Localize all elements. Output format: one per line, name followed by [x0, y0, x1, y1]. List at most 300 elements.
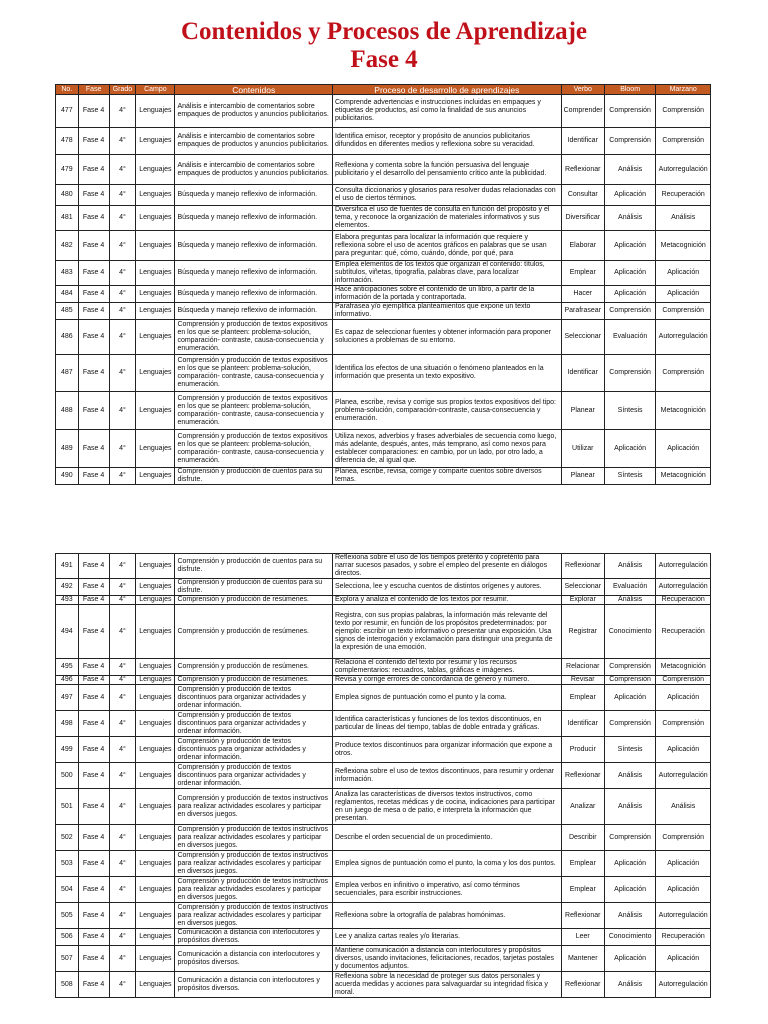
cell-campo: Lenguajes [136, 825, 175, 851]
cell-verbo: Reflexionar [561, 972, 604, 998]
cell-contenidos: Comprensión y producción de cuentos para su disfrute. [175, 554, 333, 579]
cell-campo: Lenguajes [136, 579, 175, 596]
cell-campo: Lenguajes [136, 877, 175, 903]
cell-bloom: Comprensión [604, 128, 655, 155]
cell-bloom: Comprensión [604, 711, 655, 737]
cell-grado: 4° [109, 320, 136, 355]
cell-proceso: Identifica emisor, receptor y propósito de anuncios publicitarios difundidos en diferentes medios y reflexiona sobre su veracidad. [333, 128, 562, 155]
cell-bloom: Aplicación [604, 685, 655, 711]
cell-verbo: Registrar [561, 605, 604, 659]
cell-marzano: Aplicación [656, 430, 711, 468]
cell-verbo: Planear [561, 468, 604, 485]
cell-bloom: Aplicación [604, 286, 655, 303]
table-row [56, 468, 711, 485]
cell-grado: 4° [109, 946, 136, 972]
cell-contenidos: Comprensión y producción de textos instructivos para realizar actividades escolares y participar en diversos juegos. [175, 903, 333, 929]
cell-bloom: Comprensión [604, 355, 655, 392]
cell-no: 494 [56, 605, 79, 659]
cell-no: 491 [56, 554, 79, 579]
cell-no: 479 [56, 155, 79, 185]
cell-proceso: Analiza las características de diversos textos instructivos, como reglamentos, recetas médicas y de cocina, indicaciones para participar en un juego de mesa o de patio, e interpreta la información que presentan. [333, 789, 562, 825]
cell-verbo: Reflexionar [561, 903, 604, 929]
cell-proceso: Parafrasea y/o ejemplifica planteamientos que expone un texto informativo. [333, 303, 562, 320]
cell-grado: 4° [109, 929, 136, 946]
cell-no: 487 [56, 355, 79, 392]
table-row [56, 929, 711, 946]
cell-campo: Lenguajes [136, 95, 175, 128]
cell-proceso: Identifica características y funciones de los textos discontinuos, en particular de líneas del tiempo, tablas de doble entrada y gráficas. [333, 711, 562, 737]
cell-campo: Lenguajes [136, 430, 175, 468]
cell-contenidos: Comunicación a distancia con interlocutores y propósitos diversos. [175, 929, 333, 946]
cell-marzano: Comprensión [656, 825, 711, 851]
cell-contenidos: Comprensión y producción de textos instructivos para realizar actividades escolares y participar en diversos juegos. [175, 825, 333, 851]
cell-contenidos: Comprensión y producción de textos instructivos para realizar actividades escolares y participar en diversos juegos. [175, 877, 333, 903]
cell-bloom: Aplicación [604, 231, 655, 261]
cell-campo: Lenguajes [136, 972, 175, 998]
cell-verbo: Seleccionar [561, 579, 604, 596]
cell-grado: 4° [109, 206, 136, 231]
cell-bloom: Comprensión [604, 676, 655, 685]
cell-proceso: Emplea signos de puntuación como el punto, la coma y los dos puntos. [333, 851, 562, 877]
table-row [56, 676, 711, 685]
cell-grado: 4° [109, 851, 136, 877]
table-row [56, 825, 711, 851]
table-row [56, 685, 711, 711]
cell-no: 488 [56, 392, 79, 430]
cell-marzano: Autorregulación [656, 320, 711, 355]
cell-fase: Fase 4 [78, 579, 109, 596]
cell-bloom: Aplicación [604, 261, 655, 286]
cell-marzano: Recuperación [656, 929, 711, 946]
cell-contenidos: Búsqueda y manejo reflexivo de información. [175, 286, 333, 303]
cell-bloom: Análisis [604, 763, 655, 789]
cell-grado: 4° [109, 468, 136, 485]
cell-contenidos: Comunicación a distancia con interlocutores y propósitos diversos. [175, 972, 333, 998]
cell-grado: 4° [109, 554, 136, 579]
cell-campo: Lenguajes [136, 929, 175, 946]
cell-grado: 4° [109, 825, 136, 851]
cell-proceso: Relaciona el contenido del texto por resumir y los recursos complementarios: recuadros, tablas, gráficas e imágenes. [333, 659, 562, 676]
cell-no: 492 [56, 579, 79, 596]
cell-fase: Fase 4 [78, 685, 109, 711]
cell-proceso: Es capaz de seleccionar fuentes y obtener información para proponer soluciones a problemas de su entorno. [333, 320, 562, 355]
page-subtitle: Fase 4 [350, 46, 418, 73]
cell-fase: Fase 4 [78, 320, 109, 355]
cell-no: 505 [56, 903, 79, 929]
cell-fase: Fase 4 [78, 877, 109, 903]
cell-fase: Fase 4 [78, 825, 109, 851]
cell-marzano: Aplicación [656, 946, 711, 972]
cell-verbo: Planear [561, 392, 604, 430]
cell-verbo: Emplear [561, 877, 604, 903]
cell-contenidos: Comunicación a distancia con interlocutores y propósitos diversos. [175, 946, 333, 972]
table-row [56, 155, 711, 185]
table-row [56, 261, 711, 286]
cell-no: 500 [56, 763, 79, 789]
cell-no: 493 [56, 596, 79, 605]
cell-grado: 4° [109, 596, 136, 605]
cell-marzano: Metacognición [656, 231, 711, 261]
cell-marzano: Aplicación [656, 286, 711, 303]
cell-contenidos: Comprensión y producción de resúmenes. [175, 605, 333, 659]
cell-campo: Lenguajes [136, 903, 175, 929]
table-row [56, 972, 711, 998]
cell-proceso: Selecciona, lee y escucha cuentos de distintos orígenes y autores. [333, 579, 562, 596]
cell-no: 485 [56, 303, 79, 320]
cell-no: 481 [56, 206, 79, 231]
cell-bloom: Comprensión [604, 659, 655, 676]
cell-bloom: Conocimiento [604, 605, 655, 659]
cell-grado: 4° [109, 789, 136, 825]
cell-marzano: Autorregulación [656, 554, 711, 579]
cell-bloom: Análisis [604, 155, 655, 185]
cell-verbo: Mantener [561, 946, 604, 972]
cell-fase: Fase 4 [78, 128, 109, 155]
cell-fase: Fase 4 [78, 286, 109, 303]
cell-contenidos: Búsqueda y manejo reflexivo de información. [175, 231, 333, 261]
cell-marzano: Comprensión [656, 303, 711, 320]
cell-grado: 4° [109, 355, 136, 392]
cell-contenidos: Comprensión y producción de textos expositivos en los que se planteen: problema-solución, comparación- contraste, causa-consecuencia y enumeración. [175, 430, 333, 468]
cell-verbo: Seleccionar [561, 320, 604, 355]
content-table-2 [55, 553, 711, 998]
cell-verbo: Reflexionar [561, 155, 604, 185]
cell-campo: Lenguajes [136, 659, 175, 676]
cell-proceso: Describe el orden secuencial de un procedimiento. [333, 825, 562, 851]
cell-campo: Lenguajes [136, 789, 175, 825]
cell-no: 484 [56, 286, 79, 303]
table-row [56, 737, 711, 763]
cell-grado: 4° [109, 659, 136, 676]
cell-campo: Lenguajes [136, 468, 175, 485]
cell-grado: 4° [109, 185, 136, 206]
cell-fase: Fase 4 [78, 763, 109, 789]
cell-no: 506 [56, 929, 79, 946]
cell-no: 498 [56, 711, 79, 737]
cell-fase: Fase 4 [78, 95, 109, 128]
cell-campo: Lenguajes [136, 231, 175, 261]
cell-verbo: Hacer [561, 286, 604, 303]
cell-proceso: Lee y analiza cartas reales y/o literarias. [333, 929, 562, 946]
cell-verbo: Relacionar [561, 659, 604, 676]
cell-campo: Lenguajes [136, 596, 175, 605]
cell-bloom: Análisis [604, 972, 655, 998]
cell-bloom: Síntesis [604, 392, 655, 430]
cell-campo: Lenguajes [136, 685, 175, 711]
cell-fase: Fase 4 [78, 355, 109, 392]
cell-verbo: Diversificar [561, 206, 604, 231]
cell-contenidos: Comprensión y producción de textos discontinuos para organizar actividades y ordenar información. [175, 711, 333, 737]
cell-proceso: Reflexiona sobre el uso de los tiempos pretérito y copretérito para narrar sucesos pasados, y sobre el empleo del presente en diálogos directos. [333, 554, 562, 579]
cell-bloom: Análisis [604, 789, 655, 825]
cell-fase: Fase 4 [78, 231, 109, 261]
cell-grado: 4° [109, 579, 136, 596]
cell-verbo: Explorar [561, 596, 604, 605]
table-row [56, 128, 711, 155]
cell-grado: 4° [109, 877, 136, 903]
table-row [56, 605, 711, 659]
cell-verbo: Leer [561, 929, 604, 946]
header-bloom: Bloom [604, 85, 655, 95]
cell-bloom: Análisis [604, 596, 655, 605]
cell-no: 501 [56, 789, 79, 825]
cell-verbo: Identificar [561, 128, 604, 155]
table-row [56, 711, 711, 737]
cell-verbo: Reflexionar [561, 554, 604, 579]
cell-bloom: Síntesis [604, 737, 655, 763]
cell-verbo: Identificar [561, 711, 604, 737]
cell-contenidos: Comprensión y producción de cuentos para su disfrute. [175, 468, 333, 485]
cell-contenidos: Búsqueda y manejo reflexivo de información. [175, 303, 333, 320]
cell-contenidos: Comprensión y producción de textos expositivos en los que se planteen: problema-solución, comparación- contraste, causa-consecuencia y enumeración. [175, 392, 333, 430]
cell-proceso: Reflexiona sobre la necesidad de proteger sus datos personales y acuerda medidas y acciones para salvaguardar su integridad física y moral. [333, 972, 562, 998]
cell-campo: Lenguajes [136, 320, 175, 355]
table-header-row [56, 85, 711, 95]
cell-bloom: Evaluación [604, 579, 655, 596]
cell-grado: 4° [109, 261, 136, 286]
cell-no: 489 [56, 430, 79, 468]
cell-bloom: Evaluación [604, 320, 655, 355]
cell-grado: 4° [109, 605, 136, 659]
cell-grado: 4° [109, 95, 136, 128]
cell-fase: Fase 4 [78, 789, 109, 825]
cell-proceso: Elabora preguntas para localizar la información que requiere y reflexiona sobre el uso de acentos gráficos en palabras que se usan para preguntar: qué, cómo, cuándo, dónde, por qué, para [333, 231, 562, 261]
cell-verbo: Parafrasear [561, 303, 604, 320]
cell-proceso: Consulta diccionarios y glosarios para resolver dudas relacionadas con el uso de ciertos términos. [333, 185, 562, 206]
table-row [56, 903, 711, 929]
cell-campo: Lenguajes [136, 763, 175, 789]
cell-grado: 4° [109, 286, 136, 303]
table-row [56, 286, 711, 303]
cell-fase: Fase 4 [78, 430, 109, 468]
cell-bloom: Aplicación [604, 185, 655, 206]
cell-bloom: Síntesis [604, 468, 655, 485]
cell-campo: Lenguajes [136, 711, 175, 737]
cell-no: 483 [56, 261, 79, 286]
cell-fase: Fase 4 [78, 303, 109, 320]
cell-marzano: Metacognición [656, 468, 711, 485]
table-row [56, 303, 711, 320]
table-row [56, 596, 711, 605]
cell-fase: Fase 4 [78, 972, 109, 998]
cell-campo: Lenguajes [136, 185, 175, 206]
cell-proceso: Emplea signos de puntuación como el punto y la coma. [333, 685, 562, 711]
cell-bloom: Análisis [604, 554, 655, 579]
cell-no: 477 [56, 95, 79, 128]
cell-marzano: Autorregulación [656, 579, 711, 596]
table-row [56, 946, 711, 972]
cell-contenidos: Búsqueda y manejo reflexivo de información. [175, 261, 333, 286]
cell-bloom: Análisis [604, 206, 655, 231]
cell-fase: Fase 4 [78, 711, 109, 737]
table-row [56, 231, 711, 261]
cell-campo: Lenguajes [136, 851, 175, 877]
cell-campo: Lenguajes [136, 676, 175, 685]
content-table-1 [55, 84, 711, 485]
cell-proceso: Reflexiona y comenta sobre la función persuasiva del lenguaje publicitario y el desarrollo del pensamiento crítico ante la publicidad. [333, 155, 562, 185]
table-row [56, 430, 711, 468]
cell-no: 507 [56, 946, 79, 972]
cell-contenidos: Comprensión y producción de textos expositivos en los que se planteen: problema-solución, comparación- contraste, causa-consecuencia y enumeración. [175, 320, 333, 355]
cell-proceso: Registra, con sus propias palabras, la información más relevante del texto por resumir, en función de los propósitos predeterminados: por ejemplo: escribir un texto informativo o presentar una exposición. Usa signos de interrogación y exclamación para distinguir una pregunta de la expresión de una emoción. [333, 605, 562, 659]
cell-grado: 4° [109, 737, 136, 763]
cell-contenidos: Búsqueda y manejo reflexivo de información. [175, 185, 333, 206]
cell-proceso: Mantiene comunicación a distancia con interlocutores y propósitos diversos, usando invitaciones, felicitaciones, recados, tarjetas postales y documentos adjuntos. [333, 946, 562, 972]
cell-verbo: Elaborar [561, 231, 604, 261]
cell-bloom: Aplicación [604, 430, 655, 468]
cell-verbo: Revisar [561, 676, 604, 685]
cell-campo: Lenguajes [136, 946, 175, 972]
cell-marzano: Comprensión [656, 711, 711, 737]
cell-marzano: Aplicación [656, 877, 711, 903]
cell-campo: Lenguajes [136, 206, 175, 231]
cell-verbo: Reflexionar [561, 763, 604, 789]
cell-bloom: Aplicación [604, 946, 655, 972]
cell-fase: Fase 4 [78, 659, 109, 676]
table-row [56, 877, 711, 903]
cell-bloom: Análisis [604, 903, 655, 929]
cell-verbo: Utilizar [561, 430, 604, 468]
cell-grado: 4° [109, 676, 136, 685]
cell-fase: Fase 4 [78, 676, 109, 685]
cell-campo: Lenguajes [136, 737, 175, 763]
cell-marzano: Aplicación [656, 685, 711, 711]
cell-campo: Lenguajes [136, 286, 175, 303]
table-row [56, 392, 711, 430]
cell-fase: Fase 4 [78, 392, 109, 430]
cell-bloom: Comprensión [604, 303, 655, 320]
cell-fase: Fase 4 [78, 851, 109, 877]
cell-proceso: Diversifica el uso de fuentes de consulta en función del propósito y el tema, y reconoce la organización de materiales informativos y sus elementos. [333, 206, 562, 231]
cell-verbo: Identificar [561, 355, 604, 392]
cell-contenidos: Análisis e intercambio de comentarios sobre empaques de productos y anuncios publicitarios. [175, 95, 333, 128]
cell-fase: Fase 4 [78, 737, 109, 763]
cell-no: 490 [56, 468, 79, 485]
cell-no: 478 [56, 128, 79, 155]
cell-no: 508 [56, 972, 79, 998]
cell-no: 499 [56, 737, 79, 763]
cell-verbo: Emplear [561, 685, 604, 711]
cell-campo: Lenguajes [136, 605, 175, 659]
cell-no: 497 [56, 685, 79, 711]
cell-proceso: Hace anticipaciones sobre el contenido de un libro, a partir de la información de la portada y contraportada. [333, 286, 562, 303]
page-title: Contenidos y Procesos de Aprendizaje [180, 18, 588, 45]
cell-grado: 4° [109, 231, 136, 261]
cell-campo: Lenguajes [136, 155, 175, 185]
cell-grado: 4° [109, 903, 136, 929]
cell-contenidos: Comprensión y producción de textos discontinuos para organizar actividades y ordenar información. [175, 685, 333, 711]
cell-fase: Fase 4 [78, 155, 109, 185]
cell-proceso: Revisa y corrige errores de concordancia de género y número. [333, 676, 562, 685]
cell-marzano: Autorregulación [656, 903, 711, 929]
cell-grado: 4° [109, 972, 136, 998]
table-row [56, 579, 711, 596]
cell-contenidos: Comprensión y producción de resúmenes. [175, 659, 333, 676]
cell-proceso: Utiliza nexos, adverbios y frases adverbiales de secuencia como luego, más adelante, después, antes, más temprano, así como nexos para establecer comparaciones: en cambio, por un lado, por otro lado, a diferencia de, al igual que. [333, 430, 562, 468]
cell-no: 480 [56, 185, 79, 206]
cell-fase: Fase 4 [78, 468, 109, 485]
cell-contenidos: Búsqueda y manejo reflexivo de información. [175, 206, 333, 231]
table-row [56, 95, 711, 128]
cell-marzano: Metacognición [656, 392, 711, 430]
cell-fase: Fase 4 [78, 605, 109, 659]
cell-fase: Fase 4 [78, 946, 109, 972]
table-row [56, 763, 711, 789]
header-verbo: Verbo [561, 85, 604, 95]
cell-marzano: Comprensión [656, 128, 711, 155]
cell-verbo: Describir [561, 825, 604, 851]
header-marzano: Marzano [656, 85, 711, 95]
cell-proceso: Planea, escribe, revisa y corrige sus propios textos expositivos del tipo: problema-solución, comparación-contraste, causa-consecuencia y enumeración. [333, 392, 562, 430]
cell-marzano: Comprensión [656, 355, 711, 392]
cell-contenidos: Comprensión y producción de textos discontinuos para organizar actividades y ordenar información. [175, 763, 333, 789]
cell-fase: Fase 4 [78, 261, 109, 286]
cell-campo: Lenguajes [136, 128, 175, 155]
cell-contenidos: Análisis e intercambio de comentarios sobre empaques de productos y anuncios publicitarios. [175, 128, 333, 155]
cell-campo: Lenguajes [136, 261, 175, 286]
cell-proceso: Planea, escribe, revisa, corrige y comparte cuentos sobre diversos temas. [333, 468, 562, 485]
cell-marzano: Aplicación [656, 261, 711, 286]
cell-verbo: Emplear [561, 261, 604, 286]
cell-bloom: Conocimiento [604, 929, 655, 946]
cell-grado: 4° [109, 303, 136, 320]
cell-verbo: Consultar [561, 185, 604, 206]
cell-grado: 4° [109, 763, 136, 789]
cell-verbo: Analizar [561, 789, 604, 825]
cell-marzano: Aplicación [656, 851, 711, 877]
cell-grado: 4° [109, 430, 136, 468]
cell-no: 495 [56, 659, 79, 676]
table-row [56, 320, 711, 355]
cell-contenidos: Comprensión y producción de textos discontinuos para organizar actividades y ordenar información. [175, 737, 333, 763]
cell-marzano: Comprensión [656, 676, 711, 685]
cell-marzano: Análisis [656, 789, 711, 825]
cell-campo: Lenguajes [136, 554, 175, 579]
header-campo: Campo [136, 85, 175, 95]
header-grado: Grado [109, 85, 136, 95]
header-fase: Fase [78, 85, 109, 95]
cell-proceso: Reflexiona sobre el uso de textos discontinuos, para resumir y ordenar información. [333, 763, 562, 789]
cell-no: 482 [56, 231, 79, 261]
cell-no: 496 [56, 676, 79, 685]
table-row [56, 789, 711, 825]
cell-proceso: Emplea elementos de los textos que organizan el contenido: títulos, subtítulos, viñetas, tipografía, palabras clave, para localizar información. [333, 261, 562, 286]
cell-grado: 4° [109, 711, 136, 737]
table-row [56, 185, 711, 206]
cell-campo: Lenguajes [136, 303, 175, 320]
cell-contenidos: Comprensión y producción de textos instructivos para realizar actividades escolares y participar en diversos juegos. [175, 851, 333, 877]
cell-marzano: Aplicación [656, 737, 711, 763]
cell-bloom: Aplicación [604, 851, 655, 877]
cell-marzano: Comprensión [656, 95, 711, 128]
cell-no: 486 [56, 320, 79, 355]
cell-grado: 4° [109, 392, 136, 430]
header-no: No. [56, 85, 79, 95]
table-row [56, 851, 711, 877]
cell-contenidos: Análisis e intercambio de comentarios sobre empaques de productos y anuncios publicitarios. [175, 155, 333, 185]
cell-bloom: Aplicación [604, 877, 655, 903]
table-row [56, 206, 711, 231]
table-row [56, 355, 711, 392]
cell-grado: 4° [109, 128, 136, 155]
cell-fase: Fase 4 [78, 554, 109, 579]
cell-fase: Fase 4 [78, 206, 109, 231]
cell-verbo: Comprender [561, 95, 604, 128]
header-proceso: Proceso de desarrollo de aprendizajes [333, 85, 562, 95]
cell-verbo: Producir [561, 737, 604, 763]
cell-grado: 4° [109, 155, 136, 185]
cell-campo: Lenguajes [136, 392, 175, 430]
